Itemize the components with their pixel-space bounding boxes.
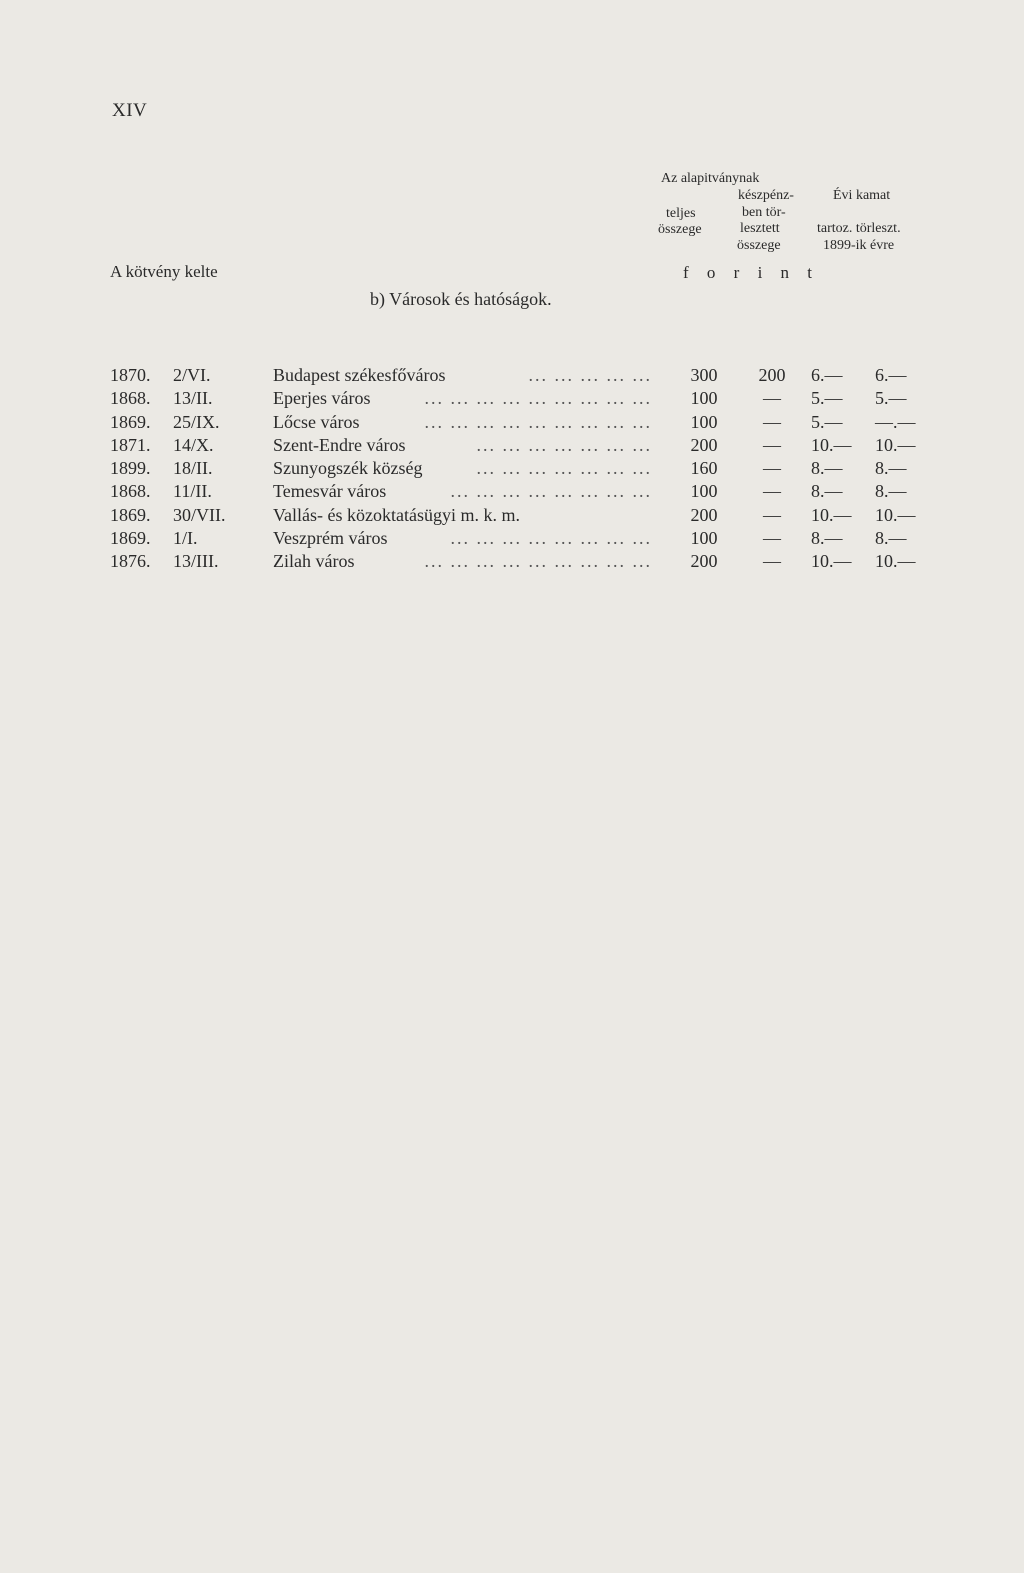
table-row: [0, 387, 1024, 410]
row-interest-paid: 8.—: [875, 528, 907, 549]
row-name: Lőcse város: [273, 411, 360, 432]
row-total: 100: [690, 528, 718, 549]
row-interest-paid: 10.—: [875, 434, 916, 455]
row-interest-due: 10.—: [811, 504, 852, 525]
row-name: Eperjes város: [273, 388, 371, 409]
row-interest-due: 8.—: [811, 458, 843, 479]
row-cash: 200: [758, 365, 786, 385]
table-row: [0, 504, 1024, 527]
table-row: [0, 550, 1024, 573]
row-total: 300: [690, 365, 718, 385]
row-date: 11/II.: [173, 481, 212, 502]
table-row: [0, 457, 1024, 480]
row-cash: —: [763, 528, 781, 549]
row-cash: —: [763, 551, 781, 572]
header-total-line2: összege: [658, 222, 702, 237]
row-interest-paid: 8.—: [875, 481, 907, 502]
header-total-line1: teljes: [666, 206, 696, 221]
row-dot-leader: ... ... ... ... ... ... ... ...: [450, 481, 652, 502]
row-name: Veszprém város: [273, 528, 388, 549]
row-dot-leader: ... ... ... ... ... ... ... ... ...: [424, 551, 652, 572]
table-row: [0, 480, 1024, 503]
row-dot-leader: ... ... ... ... ...: [528, 365, 652, 385]
row-date: 18/II.: [173, 458, 213, 479]
row-total: 160: [690, 458, 718, 479]
row-year: 1871.: [110, 434, 151, 455]
table-row: [0, 364, 1024, 387]
row-year: 1899.: [110, 458, 151, 479]
row-year: 1868.: [110, 388, 151, 409]
row-interest-due: 10.—: [811, 434, 852, 455]
unit-label: f o r i n t: [683, 263, 820, 282]
row-interest-paid: 10.—: [875, 504, 916, 525]
row-date: 2/VI.: [173, 365, 211, 385]
column-label-date: A kötvény kelte: [110, 262, 218, 281]
table-row: [0, 434, 1024, 457]
bond-table: [0, 364, 1024, 574]
row-cash: —: [763, 481, 781, 502]
row-total: 100: [690, 481, 718, 502]
row-year: 1869.: [110, 411, 151, 432]
row-name: Temesvár város: [273, 481, 387, 502]
row-date: 13/II.: [173, 388, 213, 409]
header-cash-line1: készpénz-: [738, 188, 794, 203]
row-dot-leader: ... ... ... ... ... ... ... ... ...: [424, 411, 652, 432]
row-total: 200: [690, 551, 718, 572]
row-date: 30/VII.: [173, 504, 226, 525]
page-number: XIV: [112, 100, 148, 121]
row-interest-due: 10.—: [811, 551, 852, 572]
row-cash: —: [763, 388, 781, 409]
row-cash: —: [763, 434, 781, 455]
row-cash: —: [763, 411, 781, 432]
header-interest-line1: Évi kamat: [833, 188, 891, 203]
row-total: 100: [690, 388, 718, 409]
row-year: 1870.: [110, 365, 151, 385]
section-title: b) Városok és hatóságok.: [370, 289, 552, 309]
table-row: [0, 527, 1024, 550]
row-interest-due: 5.—: [811, 411, 843, 432]
row-interest-paid: 5.—: [875, 388, 907, 409]
row-interest-due: 8.—: [811, 481, 843, 502]
header-interest-line2: tartoz. törleszt.: [817, 221, 901, 236]
row-year: 1869.: [110, 504, 151, 525]
header-interest-line3: 1899-ik évre: [823, 238, 895, 253]
row-name: Budapest székesfőváros: [273, 365, 446, 385]
header-cash-line4: összege: [737, 238, 781, 253]
row-date: 1/I.: [173, 528, 198, 549]
row-year: 1869.: [110, 528, 151, 549]
row-dot-leader: ... ... ... ... ... ... ... ... ...: [424, 388, 652, 409]
row-year: 1876.: [110, 551, 151, 572]
header-cash-line3: lesztett: [740, 221, 780, 236]
row-total: 200: [690, 504, 718, 525]
row-dot-leader: ... ... ... ... ... ... ...: [476, 434, 652, 455]
row-interest-paid: 10.—: [875, 551, 916, 572]
row-dot-leader: ... ... ... ... ... ... ...: [476, 458, 652, 479]
header-group-label: Az alapitványnak: [661, 171, 760, 186]
row-interest-due: 6.—: [811, 365, 843, 385]
row-year: 1868.: [110, 481, 151, 502]
row-interest-paid: 6.—: [875, 365, 907, 385]
row-name: Vallás- és közoktatásügyi m. k. m.: [273, 504, 520, 525]
row-date: 14/X.: [173, 434, 214, 455]
row-cash: —: [763, 504, 781, 525]
row-date: 25/IX.: [173, 411, 220, 432]
row-name: Szunyogszék község: [273, 458, 423, 479]
row-interest-paid: 8.—: [875, 458, 907, 479]
row-dot-leader: ... ... ... ... ... ... ... ...: [450, 528, 652, 549]
row-interest-due: 8.—: [811, 528, 843, 549]
table-row: [0, 411, 1024, 434]
row-interest-due: 5.—: [811, 388, 843, 409]
row-date: 13/III.: [173, 551, 219, 572]
row-cash: —: [763, 458, 781, 479]
header-cash-line2: ben tör-: [742, 205, 786, 220]
row-interest-paid: —.—: [875, 411, 916, 432]
row-total: 200: [690, 434, 718, 455]
row-total: 100: [690, 411, 718, 432]
row-name: Szent-Endre város: [273, 434, 406, 455]
row-name: Zilah város: [273, 551, 355, 572]
